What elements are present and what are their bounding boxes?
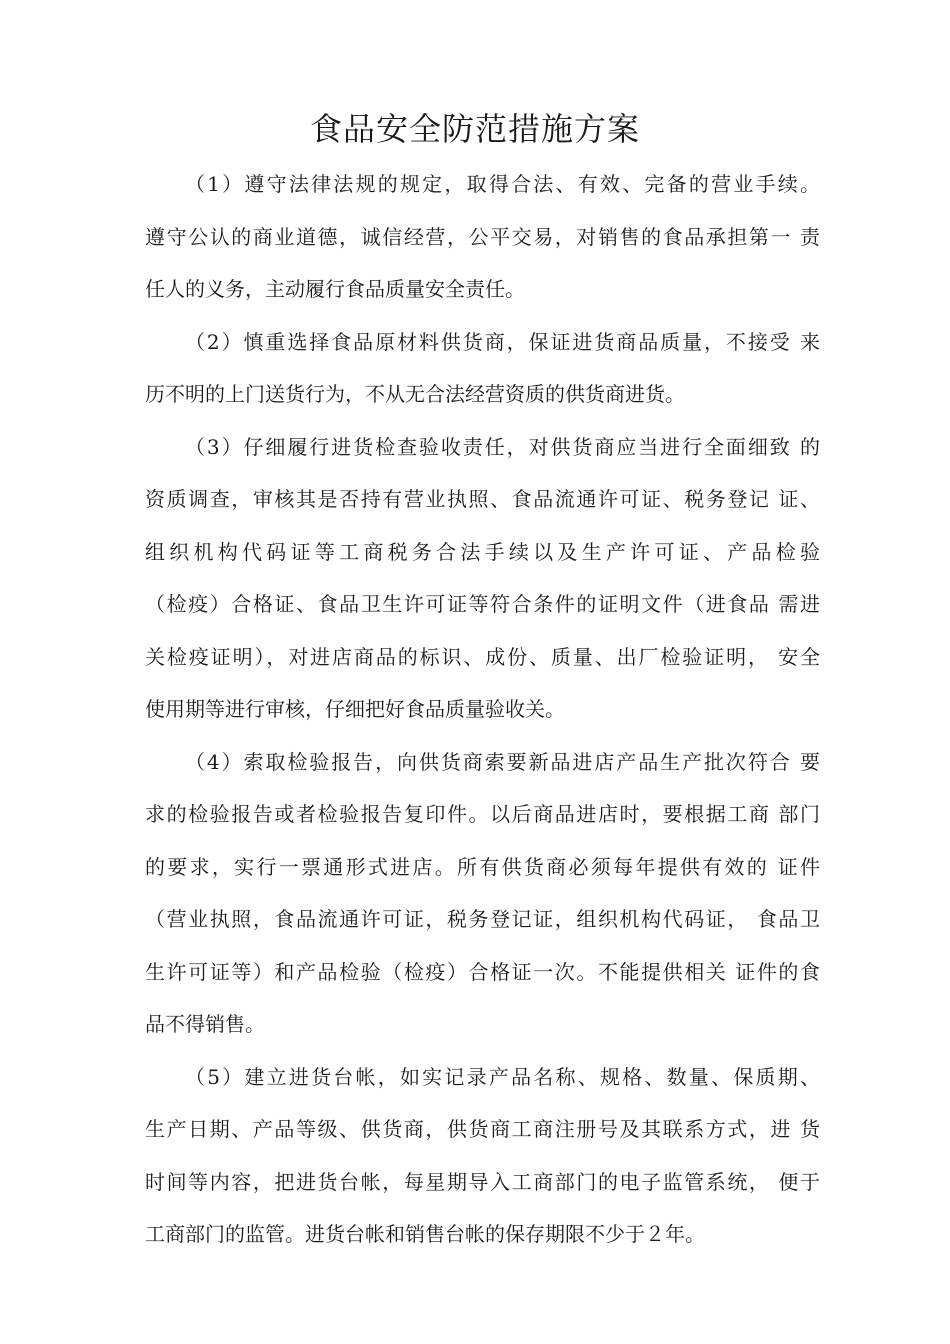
paragraph-line: 任人的义务，主动履行食品质量安全责任。 bbox=[145, 277, 525, 301]
paragraph-line: 遵守公认的商业道德，诚信经营，公平交易，对销售的食品承担第一 责 bbox=[145, 224, 820, 249]
paragraph-3 bbox=[145, 421, 820, 736]
paragraph-4 bbox=[145, 736, 820, 1051]
paragraph-5 bbox=[145, 1051, 820, 1261]
paragraph-2 bbox=[145, 316, 820, 421]
paragraph-line: （2）慎重选择食品原材料供货商，保证进货商品质量，不接受 来 bbox=[185, 329, 820, 354]
paragraph-line: 时间等内容，把进货台帐，每星期导入工商部门的电子监管系统， 便于 bbox=[145, 1169, 820, 1194]
paragraph-line: （营业执照，食品流通许可证，税务登记证，组织机构代码证， 食品卫 bbox=[145, 907, 820, 931]
paragraph-line: 生产日期、产品等级、供货商，供货商工商注册号及其联系方式，进 货 bbox=[145, 1117, 820, 1141]
paragraph-line: 使用期等进行审核，仔细把好食品质量验收关。 bbox=[145, 697, 565, 721]
paragraph-line: 组织机构代码证等工商税务合法手续以及生产许可证、产品检验 bbox=[145, 539, 820, 564]
paragraph-line: 的要求，实行一票通形式进店。所有供货商必须每年提供有效的 证件 bbox=[145, 854, 820, 879]
paragraph-line: （5）建立进货台帐，如实记录产品名称、规格、数量、保质期、 bbox=[185, 1064, 820, 1089]
paragraph-line: （1）遵守法律法规的规定，取得合法、有效、完备的营业手续。 bbox=[185, 172, 820, 196]
paragraph-line: 历不明的上门送货行为，不从无合法经营资质的供货商进货。 bbox=[145, 382, 685, 406]
paragraph-line: 工商部门的监管。进货台帐和销售台帐的保存期限不少于２年。 bbox=[145, 1222, 705, 1246]
paragraph-line: 品不得销售。 bbox=[145, 1012, 265, 1036]
paragraph-line: （检疫）合格证、食品卫生许可证等符合条件的证明文件（进食品 需进 bbox=[145, 592, 820, 616]
paragraph-line: 资质调查，审核其是否持有营业执照、食品流通许可证、税务登记 证、 bbox=[145, 487, 820, 511]
paragraph-line: （3）仔细履行进货检查验收责任，对供货商应当进行全面细致 的 bbox=[185, 434, 820, 459]
paragraph-1 bbox=[145, 158, 820, 316]
document-title: 食品安全防范措施方案 bbox=[309, 110, 640, 148]
document-body bbox=[145, 158, 820, 1261]
paragraph-line: 求的检验报告或者检验报告复印件。以后商品进店时，要根据工商 部门 bbox=[145, 802, 820, 826]
paragraph-line: （4）索取检验报告，向供货商索要新品进店产品生产批次符合 要 bbox=[185, 749, 820, 774]
paragraph-line: 关检疫证明），对进店商品的标识、成份、质量、出厂检验证明， 安全 bbox=[145, 644, 820, 669]
paragraph-line: 生许可证等）和产品检验（检疫）合格证一次。不能提供相关 证件的食 bbox=[145, 959, 820, 984]
